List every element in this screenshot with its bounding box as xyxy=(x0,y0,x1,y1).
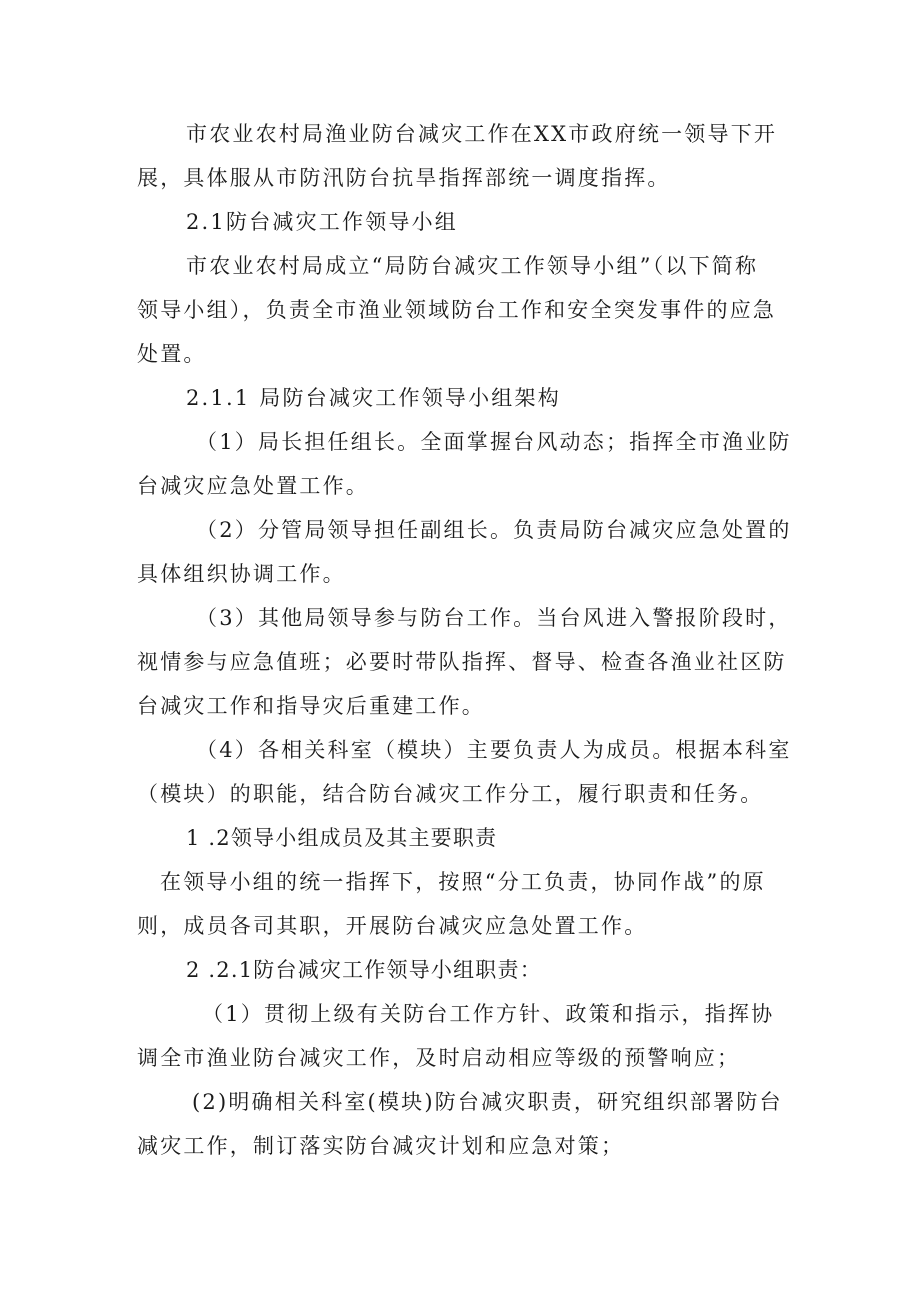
item-2-line-2: 具体组织协调工作。 xyxy=(137,562,346,586)
paragraph-leading-group-line-3: 处置。 xyxy=(137,342,207,366)
paragraph-leading-group-line-1: 市农业农村局成立“局防台减灾工作领导小组”（以下简称 xyxy=(186,254,759,278)
item-2-line-1: （2）分管局领导担任副组长。负责局防台减灾应急处置的 xyxy=(196,518,792,542)
item-3-line-1: （3）其他局领导参与防台工作。当台风进入警报阶段时， xyxy=(196,606,792,630)
paragraph-intro-line-1: 市农业农村局渔业防台减灾工作在XX市政府统一领导下开 xyxy=(186,122,778,146)
item-1-line-2: 台减灾应急处置工作。 xyxy=(137,474,369,498)
item-3-line-2: 视情参与应急值班；必要时带队指挥、督导、检查各渔业社区防 xyxy=(137,650,787,674)
paragraph-leading-group-line-2: 领导小组），负责全市渔业领域防台工作和安全突发事件的应急 xyxy=(137,298,777,322)
section-heading-2-1-1: 2.1.1 局防台减灾工作领导小组架构 xyxy=(186,386,561,410)
paragraph-members-line-2: 则，成员各司其职，开展防台减灾应急处置工作。 xyxy=(137,914,648,938)
section-heading-2-2-1: 2 .2.1防台减灾工作领导小组职责： xyxy=(186,958,542,982)
item-3-line-3: 台减灾工作和指导灾后重建工作。 xyxy=(137,694,485,718)
section-heading-1-2: 1 .2领导小组成员及其主要职责 xyxy=(186,826,498,850)
item-4-line-2: （模块）的职能，结合防台减灾工作分工，履行职责和任务。 xyxy=(137,782,764,806)
item-4-line-1: （4）各相关科室（模块）主要负责人为成员。根据本科室 xyxy=(196,738,792,762)
duty-2-line-2: 减灾工作，制订落实防台减灾计划和应急对策； xyxy=(137,1134,625,1158)
duty-1-line-1: （1）贯彻上级有关防台工作方针、政策和指示，指挥协 xyxy=(202,1002,775,1026)
duty-2-line-1: (2)明确相关科室(模块)防台减灾职责，研究组织部署防台 xyxy=(192,1090,783,1114)
paragraph-members-line-1: 在领导小组的统一指挥下，按照“分工负责，协同作战”的原 xyxy=(160,870,766,894)
section-heading-2-1: 2.1防台减灾工作领导小组 xyxy=(186,210,458,234)
paragraph-intro-line-2: 展，具体服从市防汛防台抗旱指挥部统一调度指挥。 xyxy=(137,166,671,190)
item-1-line-1: （1）局长担任组长。全面掌握台风动态；指挥全市渔业防 xyxy=(196,430,792,454)
duty-1-line-2: 调全市渔业防台减灾工作，及时启动相应等级的预警响应； xyxy=(137,1046,741,1070)
